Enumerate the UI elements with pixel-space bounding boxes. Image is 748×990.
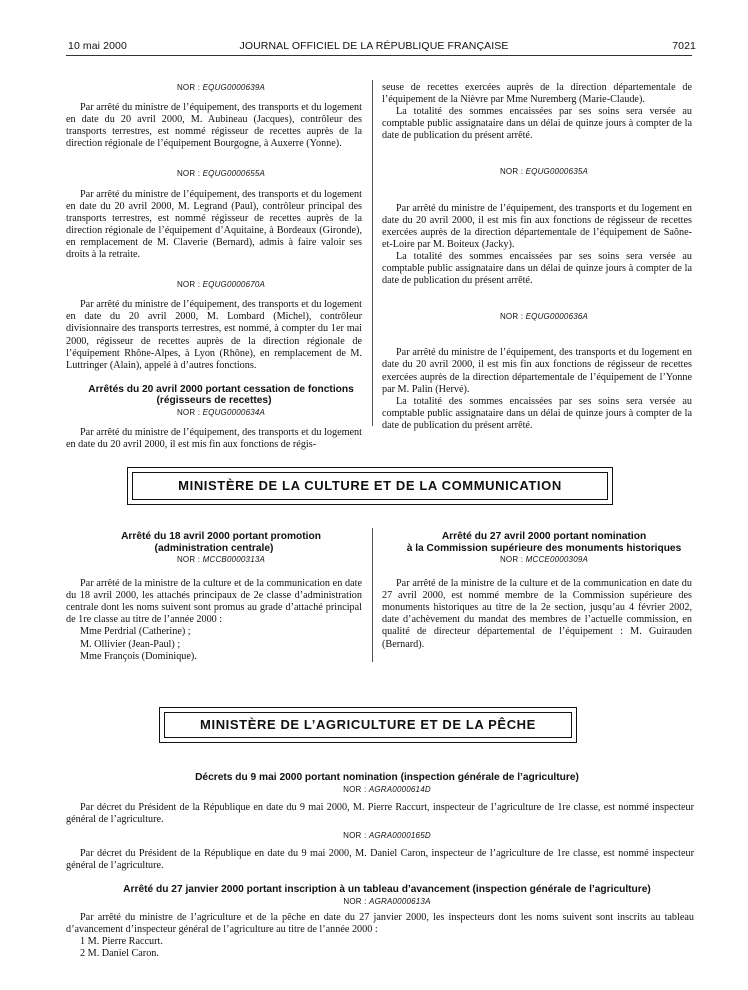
ministry-banner-culture [132, 472, 608, 500]
paragraph: La totalité des sommes encaissées par ses soins sera versée au comptable public assignataire dans un délai de quinze jours à compter de la date de publication du présent arrêté. [382, 250, 692, 287]
nor-reference: NOR : MCCB0000313A [176, 555, 266, 564]
paragraph: Par arrêté du ministre de l’équipement, des transports et du logement en date du 20 avril 2000, M. Legrand (Paul), contrôleur principal des transports terrestres, est nommé régisseur de recettes auprès de la direction régionale de l’équipement d’Aquitaine, à Bordeaux (Gironde), en remplacement de M. Claverie (Bernard), admis à faire valoir ses droits à la retraite. [66, 188, 362, 261]
ministry-title: MINISTÈRE DE L’AGRICULTURE ET DE LA PÊCHE [200, 717, 536, 732]
paragraph: La totalité des sommes encaissées par ses soins sera versée au comptable public assignataire dans un délai de quinze jours à compter de la date de publication du présent arrêté. [382, 106, 692, 142]
ministry-banner-agriculture [164, 712, 572, 738]
header-page-number: 7021 [672, 40, 696, 52]
list-item: Mme Perdrial (Catherine) ; [80, 626, 191, 638]
nor-reference: NOR : EQUG0000670A [176, 280, 266, 290]
paragraph: Par arrêté du ministre de l’équipement, des transports et du logement en date du 20 avril 2000, il est mis fin aux fonctions de régis- [66, 426, 362, 450]
column-divider [372, 528, 373, 662]
nor-reference: NOR : AGRA0000165D [343, 830, 431, 840]
culture-left-column [66, 531, 362, 663]
nor-reference: NOR : AGRA0000613A [343, 896, 431, 906]
paragraph: La totalité des sommes encaissées par ses soins sera versée au comptable public assignataire dans un délai de quinze jours à compter de la date de publication du présent arrêté. [382, 395, 692, 431]
paragraph: Par arrêté du ministre de l’agriculture et de la pêche en date du 27 janvier 2000, les inspecteurs dont les noms suivent sont inscrits au tableau d’avancement d’inspecteur général de l’agriculture au titre de l’année 2000 : [66, 911, 694, 935]
list-item: 2 M. Daniel Caron. [80, 947, 159, 959]
agriculture-section [66, 772, 694, 960]
list-item: Mme François (Dominique). [80, 650, 197, 662]
list-item: 1 M. Pierre Raccurt. [80, 935, 163, 947]
right-column [382, 82, 692, 432]
section-heading: Arrêté du 18 avril 2000 portant promotion (administration centrale) [121, 531, 321, 554]
section-heading: à la Commission supérieure des monuments historiques [406, 542, 682, 554]
advancement-list [66, 936, 694, 960]
nor-reference: NOR : EQUG0000655A [176, 169, 266, 179]
left-column [66, 82, 362, 451]
header-title: JOURNAL OFFICIEL DE LA RÉPUBLIQUE FRANÇAISE [239, 40, 509, 52]
banner-frame [127, 467, 613, 505]
paragraph: Par décret du Président de la République en date du 9 mai 2000, M. Pierre Raccurt, inspecteur de l’agriculture de 1re classe, est nommé inspecteur général de l’agriculture. [66, 801, 694, 825]
header-date: 10 mai 2000 [68, 40, 127, 52]
nor-reference: NOR : AGRA0000614D [343, 784, 431, 794]
nor-reference: NOR : MCCE0000309A [499, 555, 589, 564]
ministry-title: MINISTÈRE DE LA CULTURE ET DE LA COMMUNICATION [178, 478, 562, 493]
paragraph: Par décret du Président de la République en date du 9 mai 2000, M. Daniel Caron, inspecteur de l’agriculture de 1re classe, est nommé inspecteur général de l’agriculture. [66, 847, 694, 871]
section-heading: Arrêté du 27 avril 2000 portant nomination [441, 531, 647, 542]
nor-reference: NOR : EQUG0000639A [176, 83, 266, 92]
paragraph: Par arrêté de la ministre de la culture et de la communication en date du 27 avril 2000, est nommé membre de la Commission supérieure des monuments historiques au titre de la 2e section, jusqu’au 4 février 2002, date d’achèvement du mandat des membres de l’actuelle commission, en qualité de directeur départemental de l’équipement : M. Guirauden (Bernard). [382, 578, 692, 650]
paragraph: Par arrêté du ministre de l’équipement, des transports et du logement en date du 20 avril 2000, M. Lombard (Michel), contrôleur divisionnaire des transports terrestres, est nommé, à compter du 1er mai 2000, régisseur de recettes auprès de la direction régionale de l’équipement Rhône-Alpes, à Lyon (Rhône), en remplacement de M. Luttringer (Alain), appelé à d’autres fonctions. [66, 299, 362, 371]
paragraph: Par arrêté du ministre de l’équipement, des transports et du logement en date du 20 avril 2000, il est mis fin aux fonctions de régisseur de recettes exercées auprès de la direction départementale de l’équipement de l’Yonne par M. Palin (Hervé). [382, 347, 692, 395]
section-heading: Décrets du 9 mai 2000 portant nomination (inspection générale de l’agriculture) [195, 772, 579, 783]
nor-reference: NOR : EQUG0000634A [176, 407, 266, 417]
section-heading: Arrêté du 27 janvier 2000 portant inscription à un tableau d’avancement (inspection générale de l’agriculture) [123, 884, 651, 896]
list-item: M. Ollivier (Jean-Paul) ; [80, 638, 181, 650]
nor-reference: NOR : EQUG0000635A [499, 167, 589, 177]
nor-reference: NOR : EQUG0000636A [499, 312, 589, 322]
paragraph: Par arrêté de la ministre de la culture et de la communication en date du 18 avril 2000, les attachés principaux de 2e classe d’administration centrale dont les noms suivent sont promus au grade d’attaché principal de 1re classe au titre de l’année 2000 : [66, 578, 362, 626]
paragraph: seuse de recettes exercées auprès de la direction départementale de l’équipement de la Nièvre par Mme Nuremberg (Marie-Claude). [382, 82, 692, 106]
paragraph: Par arrêté du ministre de l’équipement, des transports et du logement en date du 20 avril 2000, il est mis fin aux fonctions de régisseur de recettes exercées auprès de la direction départementale de l’équipement de Saône-et-Loire par M. Boiteux (Jacky). [382, 202, 692, 250]
column-divider [372, 80, 373, 426]
header-rule [66, 55, 692, 56]
paragraph: Par arrêté du ministre de l’équipement, des transports et du logement en date du 20 avril 2000, M. Aubineau (Jacques), contrôleur des transports terrestres, est nommé régisseur de recettes auprès de la direction régionale de l’équipement Bourgogne, à Auxerre (Yonne). [66, 102, 362, 150]
banner-frame [159, 707, 577, 743]
culture-right-column [382, 531, 692, 651]
section-heading: Arrêtés du 20 avril 2000 portant cessation de fonctions (régisseurs de recettes) [88, 383, 354, 407]
